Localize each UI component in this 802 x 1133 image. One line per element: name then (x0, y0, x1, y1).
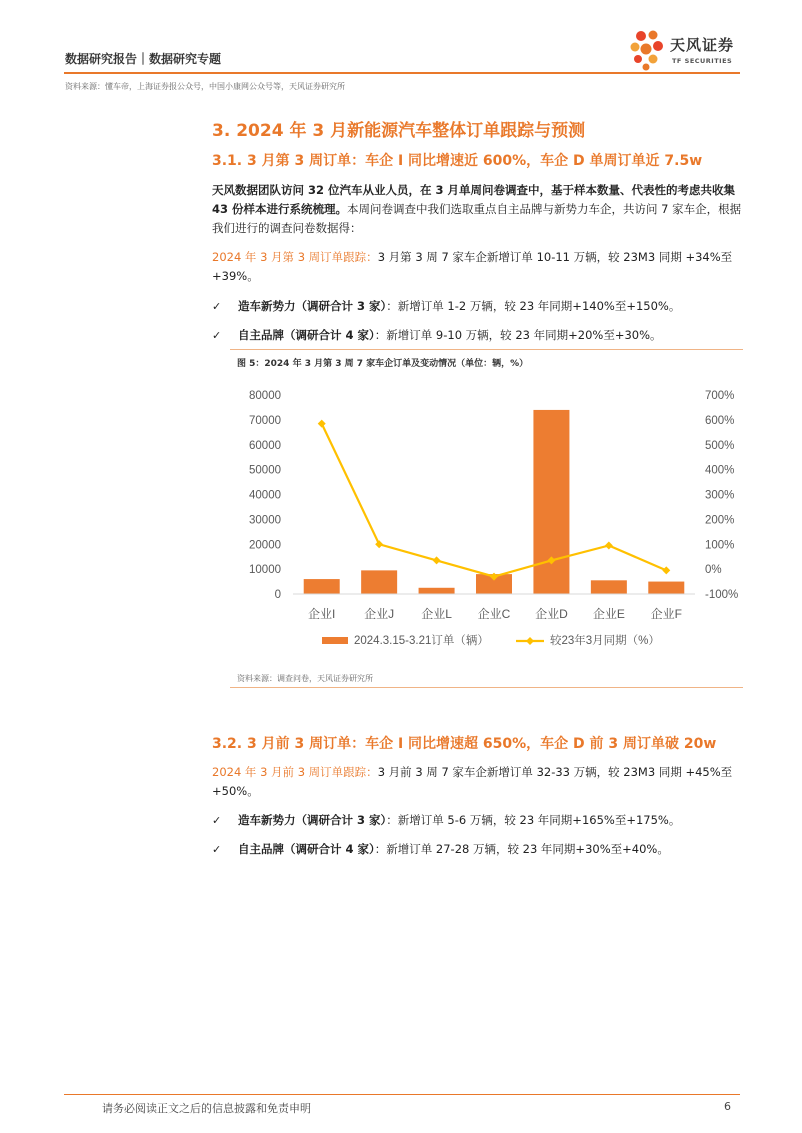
y-left-tick-label: 70000 (249, 414, 281, 427)
bullet-label-1: 造车新势力（调研合计 3 家） (238, 299, 387, 313)
legend-line-label: 较23年3月同期（%） (550, 635, 660, 647)
bullet-item-4 (212, 840, 742, 859)
tracking-paragraph-2 (212, 763, 742, 801)
y-right-tick-label: -100% (705, 589, 739, 601)
bullet-label-4: 自主品牌（调研合计 4 家） (238, 842, 375, 856)
bullet-text-1: ：新增订单 1-2 万辆，较 23 年同期+140%至+150%。 (386, 299, 681, 313)
y-left-tick-label: 50000 (249, 464, 281, 477)
intro-text: 本周问卷调查中我们选取重点自主品牌与新势力车企，共访问 7 家车企，根据我们进行的调查问卷数据得： (212, 202, 742, 235)
section-heading: 3. 2024 年 3 月新能源汽车整体订单跟踪与预测 (212, 121, 586, 141)
bullet-text-2: ：新增订单 9-10 万辆，较 23 年同期+20%至+30%。 (374, 328, 662, 342)
y-right-tick-label: 400% (705, 464, 735, 477)
tracking-text-1: 3 月第 3 周 7 家车企新增订单 10-11 万辆，较 23M3 同期 +34%至+39%。 (212, 250, 733, 283)
bar-企业L (419, 588, 455, 594)
legend-line-marker (526, 637, 534, 645)
x-category-label: 企业D (535, 607, 568, 621)
bullet-item-3 (212, 811, 742, 830)
tf-securities-logo (628, 28, 748, 72)
x-category-label: 企业L (421, 607, 452, 621)
flower-logo-icon (628, 28, 668, 72)
tracking-paragraph-1 (212, 248, 742, 286)
yoy-growth-line (322, 424, 667, 577)
y-right-tick-label: 500% (705, 439, 735, 452)
tracking-text-2: 3 月前 3 周 7 家车企新增订单 32-33 万辆，较 23M3 同期 +45%至+50%。 (212, 765, 733, 798)
y-right-tick-label: 0% (705, 564, 722, 577)
bar-企业I (304, 579, 340, 594)
intro-paragraph (212, 181, 742, 238)
header-divider (64, 72, 740, 74)
check-icon: ✓ (212, 300, 222, 313)
x-category-label: 企业C (477, 607, 511, 621)
x-category-label: 企业I (308, 607, 336, 621)
bar-企业F (648, 582, 684, 594)
tracking-label-1: 2024 年 3 月第 3 周订单跟踪： (212, 250, 378, 264)
y-right-tick-label: 300% (705, 489, 735, 502)
figure-source: 资料来源：调查问卷，天风证券研究所 (237, 674, 373, 683)
x-category-label: 企业F (650, 607, 682, 621)
y-left-tick-label: 80000 (249, 390, 281, 402)
check-icon: ✓ (212, 329, 222, 342)
report-header-title: 数据研究报告｜数据研究专题 (65, 52, 222, 66)
y-right-tick-label: 600% (705, 414, 735, 427)
page-number: 6 (724, 1100, 731, 1113)
footer-disclaimer: 请务必阅读正文之后的信息披露和免责申明 (102, 1102, 311, 1115)
legend-bar-label: 2024.3.15-3.21订单（辆） (354, 635, 489, 647)
y-left-tick-label: 10000 (249, 564, 281, 577)
bar-企业E (591, 580, 627, 594)
footer-divider (64, 1094, 740, 1095)
bullet-text-3: ：新增订单 5-6 万辆，较 23 年同期+165%至+175%。 (386, 813, 681, 827)
bar-企业D (533, 410, 569, 594)
x-category-label: 企业E (592, 607, 625, 621)
y-right-tick-label: 700% (705, 390, 735, 402)
bullet-label-3: 造车新势力（调研合计 3 家） (238, 813, 387, 827)
y-left-tick-label: 0 (274, 589, 281, 601)
figure-title: 图 5：2024 年 3 月第 3 周 7 家车企订单及变动情况（单位：辆，%） (237, 359, 529, 369)
tracking-label-2: 2024 年 3 月前 3 周订单跟踪： (212, 765, 378, 779)
y-left-tick-label: 30000 (249, 514, 281, 527)
yoy-point-企业J (375, 540, 383, 548)
yoy-point-企业E (605, 541, 613, 549)
legend-bar-swatch (322, 637, 348, 644)
bar-企业J (361, 570, 397, 594)
check-icon: ✓ (212, 843, 222, 856)
yoy-point-企业F (662, 566, 670, 574)
yoy-point-企业L (433, 556, 441, 564)
check-icon: ✓ (212, 814, 222, 827)
header-source-note: 资料来源：懂车帝，上海证券报公众号，中国小康网公众号等，天风证券研究所 (65, 82, 345, 91)
bullet-item-1 (212, 297, 742, 316)
y-left-tick-label: 60000 (249, 439, 281, 452)
y-left-tick-label: 20000 (249, 539, 281, 552)
logo-name: 天风证券 (670, 36, 735, 54)
subsection-heading-1: 3.1. 3 月第 3 周订单：车企 I 同比增速近 600%，车企 D 单周订单近 7.5w (212, 153, 703, 169)
intro-bold-text: 天风数据团队访问 32 位汽车从业人员，在 3 月单周问卷调查中，基于样本数量、代表性的考虑共收集 43 份样本进行系统梳理。 (212, 183, 736, 216)
y-right-tick-label: 200% (705, 514, 735, 527)
logo-subtitle: TF SECURITIES (672, 57, 733, 65)
bullet-label-2: 自主品牌（调研合计 4 家） (238, 328, 375, 342)
x-category-label: 企业J (364, 607, 395, 621)
orders-combo-chart (230, 375, 743, 660)
subsection-heading-2: 3.2. 3 月前 3 周订单：车企 I 同比增速超 650%，车企 D 前 3 周订单破 20w (212, 736, 717, 752)
bullet-item-2 (212, 326, 742, 345)
bullet-text-4: ：新增订单 27-28 万辆，较 23 年同期+30%至+40%。 (374, 842, 669, 856)
y-left-tick-label: 40000 (249, 489, 281, 502)
yoy-point-企业I (318, 420, 326, 428)
y-right-tick-label: 100% (705, 539, 735, 552)
